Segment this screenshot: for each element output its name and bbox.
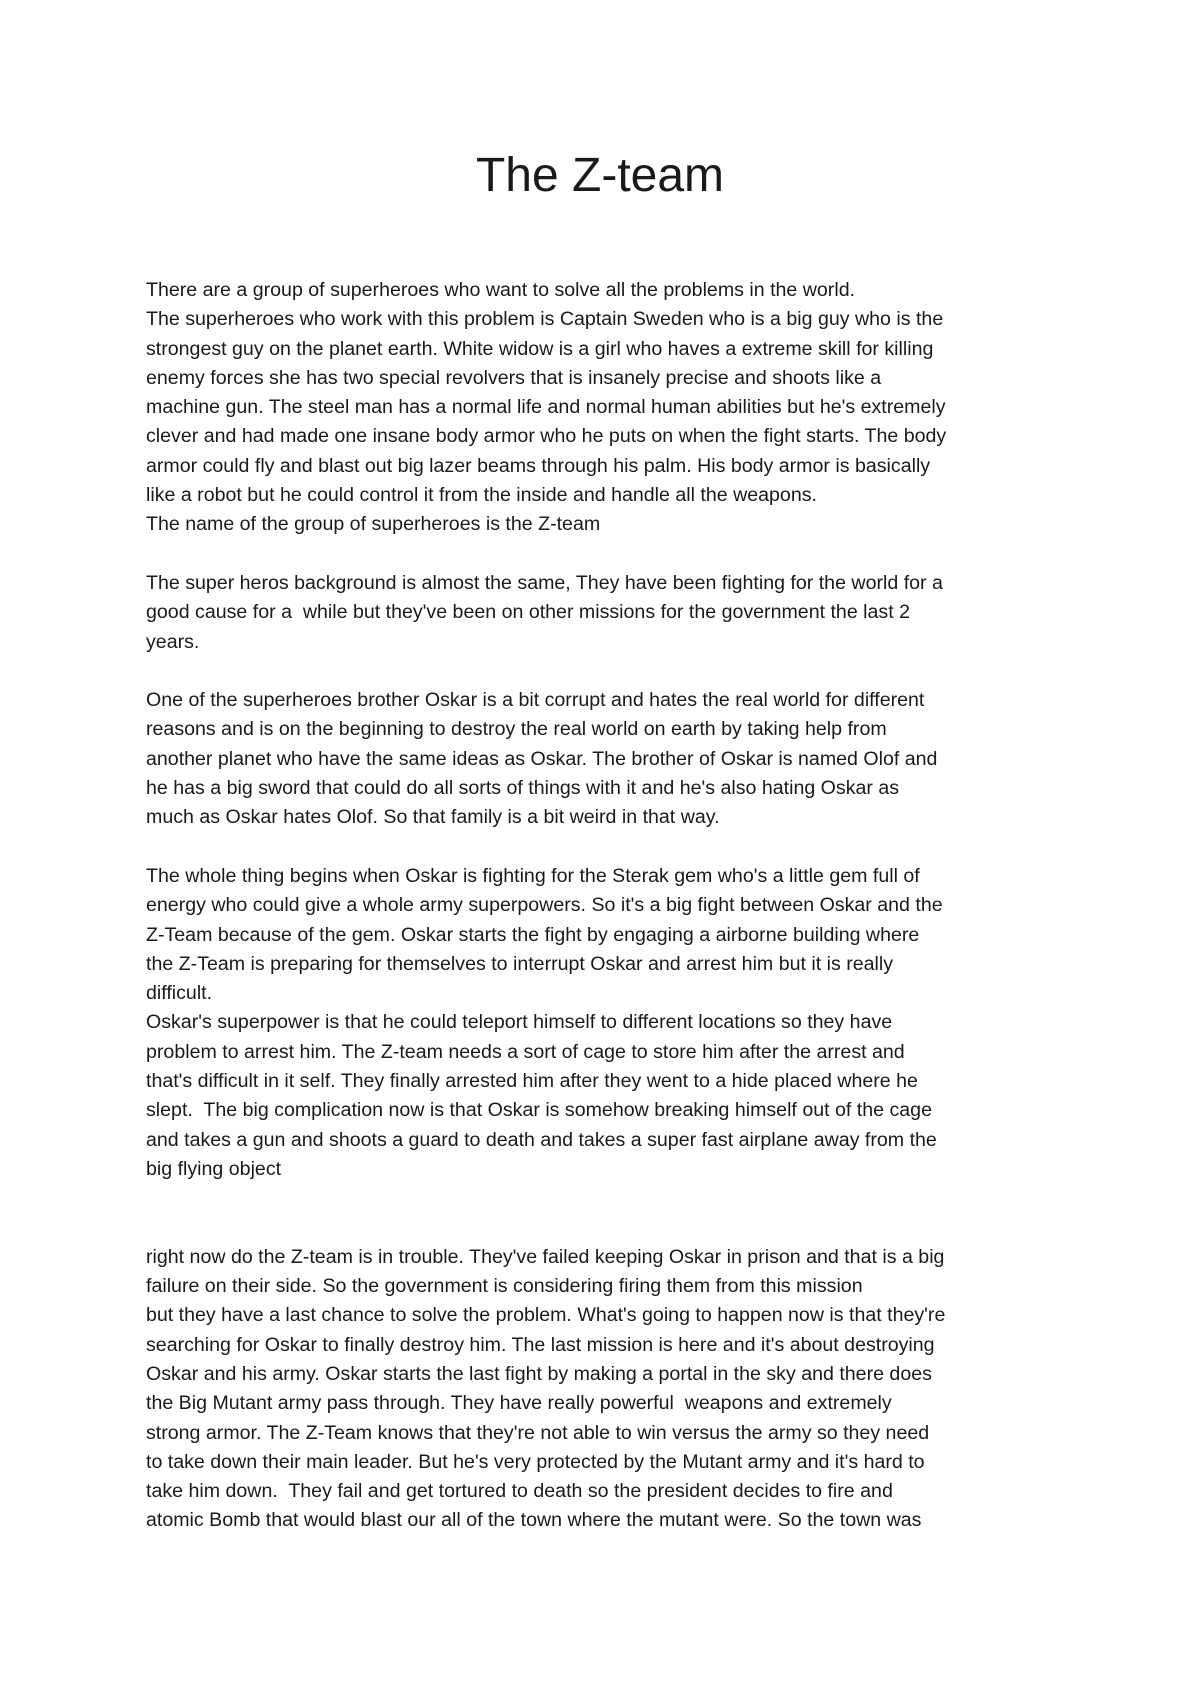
text-line: but they have a last chance to solve the problem. What's going to happen now is that they're — [146, 1304, 946, 1327]
text-line: good cause for a while but they've been on other missions for the government the last 2 — [146, 601, 910, 624]
text-line: much as Oskar hates Olof. So that family is a bit weird in that way. — [146, 806, 720, 829]
text-line: Z-Team because of the gem. Oskar starts the fight by engaging a airborne building where — [146, 923, 920, 946]
text-line: enemy forces she has two special revolvers that is insanely precise and shoots like a — [146, 366, 882, 389]
text-line: armor could fly and blast out big lazer beams through his palm. His body armor is basically — [146, 454, 931, 477]
text-line: years. — [146, 630, 200, 653]
document-body — [146, 276, 1076, 1536]
document-title: The Z-team — [475, 149, 725, 202]
text-line: to take down their main leader. But he's very protected by the Mutant army and it's hard to — [146, 1450, 925, 1473]
text-line: atomic Bomb that would blast our all of the town where the mutant were. So the town was — [146, 1509, 922, 1532]
text-line: Oskar and his army. Oskar starts the last fight by making a portal in the sky and there does — [146, 1362, 932, 1385]
text-line: clever and had made one insane body armor who he puts on when the fight starts. The body — [146, 425, 947, 448]
text-line: strong armor. The Z-Team knows that they're not able to win versus the army so they need — [146, 1421, 930, 1444]
text-line: he has a big sword that could do all sorts of things with it and he's also hating Oskar as — [146, 777, 900, 800]
paragraph-gap — [146, 540, 1076, 569]
text-line: The whole thing begins when Oskar is fighting for the Sterak gem who's a little gem full of — [146, 864, 920, 887]
text-line: failure on their side. So the government is considering firing them from this mission — [146, 1275, 863, 1298]
text-line: the Big Mutant army pass through. They have really powerful weapons and extremely — [146, 1392, 892, 1415]
paragraph-gap — [146, 1184, 1076, 1243]
text-line: that's difficult in it self. They finally arrested him after they went to a hide placed where he — [146, 1070, 918, 1093]
text-line: big flying object — [146, 1157, 282, 1180]
text-line: Oskar's superpower is that he could teleport himself to different locations so they have — [146, 1011, 893, 1034]
text-line: The super heros background is almost the same, They have been fighting for the world for a — [146, 571, 943, 594]
text-line: The name of the group of superheroes is the Z-team — [146, 513, 601, 536]
text-line: One of the superheroes brother Oskar is a bit corrupt and hates the real world for different — [146, 689, 925, 712]
text-line: machine gun. The steel man has a normal life and normal human abilities but he's extremely — [146, 396, 946, 419]
text-line: searching for Oskar to finally destroy him. The last mission is here and it's about destroying — [146, 1333, 935, 1356]
text-line: difficult. — [146, 982, 213, 1005]
text-line: right now do the Z-team is in trouble. They've failed keeping Oskar in prison and that is a big — [146, 1245, 945, 1268]
text-line: There are a group of superheroes who want to solve all the problems in the world. — [146, 279, 856, 301]
text-line: slept. The big complication now is that Oskar is somehow breaking himself out of the cage — [146, 1099, 932, 1122]
text-line: like a robot but he could control it from the inside and handle all the weapons. — [146, 484, 817, 507]
text-line: energy who could give a whole army superpowers. So it's a big fight between Oskar and the — [146, 894, 943, 917]
text-line: strongest guy on the planet earth. White widow is a girl who haves a extreme skill for killing — [146, 337, 934, 360]
text-line: another planet who have the same ideas as Oskar. The brother of Oskar is named Olof and — [146, 747, 938, 770]
text-line: the Z-Team is preparing for themselves to interrupt Oskar and arrest him but it is really — [146, 952, 894, 975]
text-line: reasons and is on the beginning to destroy the real world on earth by taking help from — [146, 718, 887, 741]
paragraph-gap — [146, 833, 1076, 862]
text-line: problem to arrest him. The Z-team needs a sort of cage to store him after the arrest and — [146, 1040, 905, 1063]
text-line: The superheroes who work with this problem is Captain Sweden who is a big guy who is the — [146, 308, 944, 331]
text-line: and takes a gun and shoots a guard to death and takes a super fast airplane away from the — [146, 1128, 937, 1151]
text-line: take him down. They fail and get tortured to death so the president decides to fire and — [146, 1480, 893, 1503]
paragraph-gap — [146, 657, 1076, 686]
